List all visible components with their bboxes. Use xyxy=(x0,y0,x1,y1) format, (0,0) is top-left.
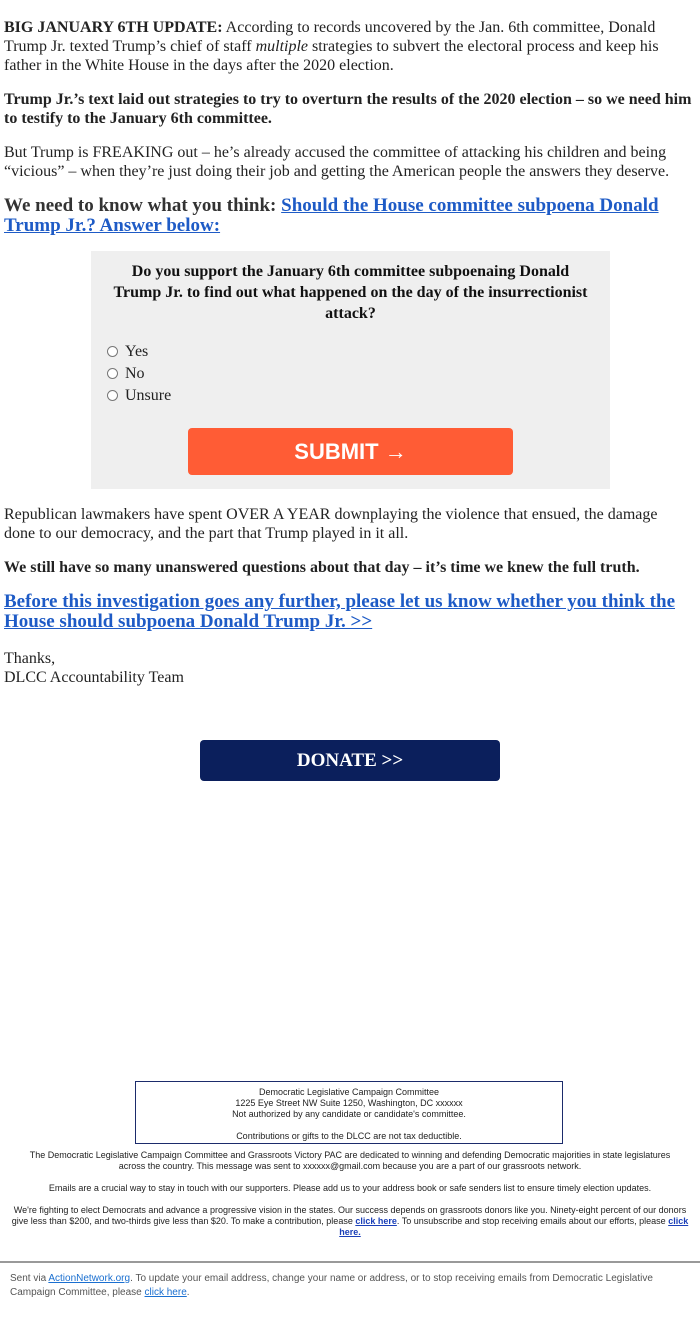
sent-via-middle: . To update your email address, change your name or address, or to stop receiving emails from Democratic Legislative Campaign Committee, please xyxy=(10,1273,653,1298)
cta-link[interactable]: Before this investigation goes any further, please let us know whether you think the House should subpoena Donald Trump Jr. >> xyxy=(4,591,676,632)
bold-paragraph-1: Trump Jr.’s text laid out strategies to try to overturn the results of the 2020 election – so we need him to testify to the January 6th committee. xyxy=(4,91,692,127)
email-body xyxy=(4,18,692,687)
signoff xyxy=(4,649,692,687)
footer-tax-note: Contributions or gifts to the DLCC are not tax deductible. xyxy=(236,1131,462,1141)
update-preferences-link[interactable]: click here xyxy=(144,1287,187,1298)
intro-paragraph xyxy=(4,18,692,75)
unsubscribe-link[interactable]: click here. xyxy=(339,1216,689,1237)
fine-print-3-text-b: . To unsubscribe and stop receiving emails about our efforts, please xyxy=(396,1216,669,1226)
donate-button[interactable]: DONATE >> xyxy=(200,740,500,781)
ask-prefix: We need to know what you think: xyxy=(4,195,282,216)
intro-text-2: strategies to subvert the electoral process and keep his father in the White House in the days after the 2020 election. xyxy=(4,38,659,74)
poll-option-label: Yes xyxy=(125,342,149,360)
contribute-link[interactable]: click here xyxy=(355,1216,397,1226)
fine-print-3 xyxy=(0,1205,700,1238)
radio-icon[interactable] xyxy=(107,368,118,379)
signoff-team: DLCC Accountability Team xyxy=(4,669,184,686)
footer-address-box xyxy=(135,1081,563,1144)
radio-icon[interactable] xyxy=(107,390,118,401)
sent-via-notice xyxy=(10,1272,690,1300)
signoff-thanks: Thanks, xyxy=(4,650,56,667)
intro-text-1: According to records uncovered by the Jan. 6th committee, Donald Trump Jr. texted Trump’s chief of staff xyxy=(4,19,656,55)
intro-lead-bold: BIG JANUARY 6TH UPDATE: xyxy=(4,19,223,36)
cta-heading xyxy=(4,592,692,632)
fine-print-1: The Democratic Legislative Campaign Committee and Grassroots Victory PAC are dedicated to winning and defending Democratic majorities in state legislatures across the country. This message was sent to xxxxxx@gmail.com because you are a part of our grassroots network. xyxy=(29,1150,671,1171)
fine-print-3-text-a: We're fighting to elect Democrats and advance a progressive vision in the states. Our success depends on grassroots donors like you. Ninety-eight percent of our donors give less than $200, and two-thirds give less than $20. To make a contribution, please xyxy=(11,1205,687,1226)
poll-box xyxy=(91,251,610,489)
paragraph-3: Republican lawmakers have spent OVER A YEAR downplaying the violence that ensued, the damage done to our democracy, and the part that Trump played in it all. xyxy=(4,506,658,542)
submit-button[interactable]: SUBMIT → xyxy=(188,428,513,475)
footer-authorization: Not authorized by any candidate or candidate's committee. xyxy=(232,1109,466,1119)
actionnetwork-link[interactable]: ActionNetwork.org xyxy=(48,1273,131,1284)
sent-via-prefix: Sent via xyxy=(10,1273,49,1284)
sent-via-suffix: . xyxy=(186,1287,190,1298)
intro-italic: multiple xyxy=(255,38,308,55)
poll-option-unsure[interactable] xyxy=(91,384,610,406)
paragraph-2: But Trump is FREAKING out – he’s already accused the committee of attacking his children and being “vicious” – when they’re just doing their job and getting the American people the answers they deserve. xyxy=(4,144,670,180)
poll-option-no[interactable] xyxy=(91,362,610,384)
poll-option-yes[interactable] xyxy=(91,340,610,362)
fine-print-2: Emails are a crucial way to stay in touch with our supporters. Please add us to your address book or safe senders list to ensure timely election updates. xyxy=(48,1183,652,1193)
poll-option-label: No xyxy=(125,364,145,382)
ask-link[interactable]: Should the House committee subpoena Donald Trump Jr.? Answer below: xyxy=(4,195,659,236)
poll-question: Do you support the January 6th committee subpoenaing Donald Trump Jr. to find out what happened on the day of the insurrectionist attack? xyxy=(113,263,588,322)
footer-divider xyxy=(0,1261,700,1263)
footer-address: 1225 Eye Street NW Suite 1250, Washington, DC xxxxxx xyxy=(235,1098,463,1108)
poll-option-label: Unsure xyxy=(125,386,172,404)
radio-icon[interactable] xyxy=(107,346,118,357)
footer-org-name: Democratic Legislative Campaign Committee xyxy=(258,1087,440,1097)
ask-heading xyxy=(4,196,692,236)
bold-paragraph-2: We still have so many unanswered questions about that day – it’s time we knew the full truth. xyxy=(4,559,640,576)
